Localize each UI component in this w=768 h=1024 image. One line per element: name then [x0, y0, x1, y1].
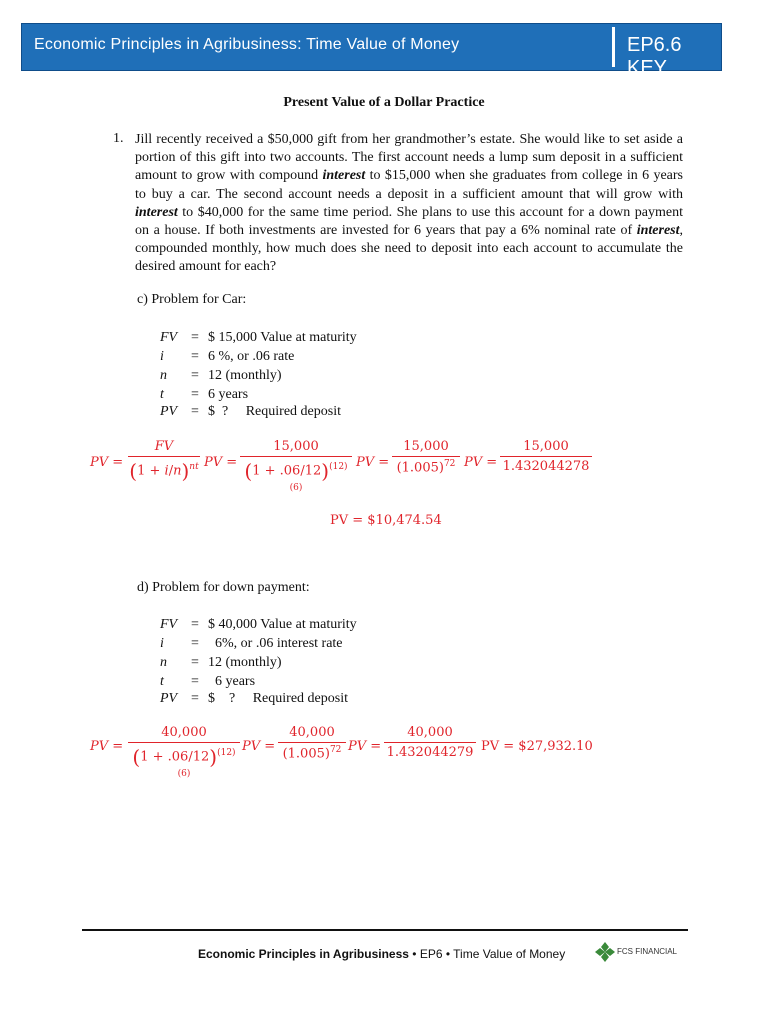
- part-c-label: c) Problem for Car:: [137, 292, 247, 307]
- result-down-payment: PV = $27,932.10: [481, 739, 593, 754]
- footer-divider: [82, 929, 688, 931]
- logo-text: FCS FINANCIAL: [617, 947, 678, 956]
- header-title: Economic Principles in Agribusiness: Time Value of Money: [34, 36, 460, 53]
- page-title: Present Value of a Dollar Practice: [283, 95, 485, 110]
- question-number: 1.: [113, 131, 124, 146]
- fcs-logo-icon: [594, 941, 616, 963]
- part-d-label: d) Problem for down payment:: [137, 580, 310, 595]
- result-car: PV = $10,474.54: [330, 513, 442, 528]
- footer-text: Economic Principles in Agribusiness • EP6 • Time Value of Money: [198, 947, 566, 961]
- header-key: EP6.6 KEY: [627, 34, 682, 79]
- question-text: Jill recently received a $50,000 gift from her grandmother’s estate. She would like to set aside a portion of this gift into two accounts. The first account needs a lump sum deposit in a sufficient amount to grow with compound interest to $15,000 when she graduates from college in 6 years to buy a car. The second account needs a deposit in a sufficient amount that will grow with interest to $40,000 for the same time period. She plans to use this account for a down payment on a house. If both investments are invested for 6 years that pay a 6% nominal rate of interest, compounded monthly, how much does she need to deposit into each account to accumulate the desired amount for each?: [135, 132, 683, 275]
- header-banner: [21, 23, 722, 79]
- header-divider: [612, 27, 615, 67]
